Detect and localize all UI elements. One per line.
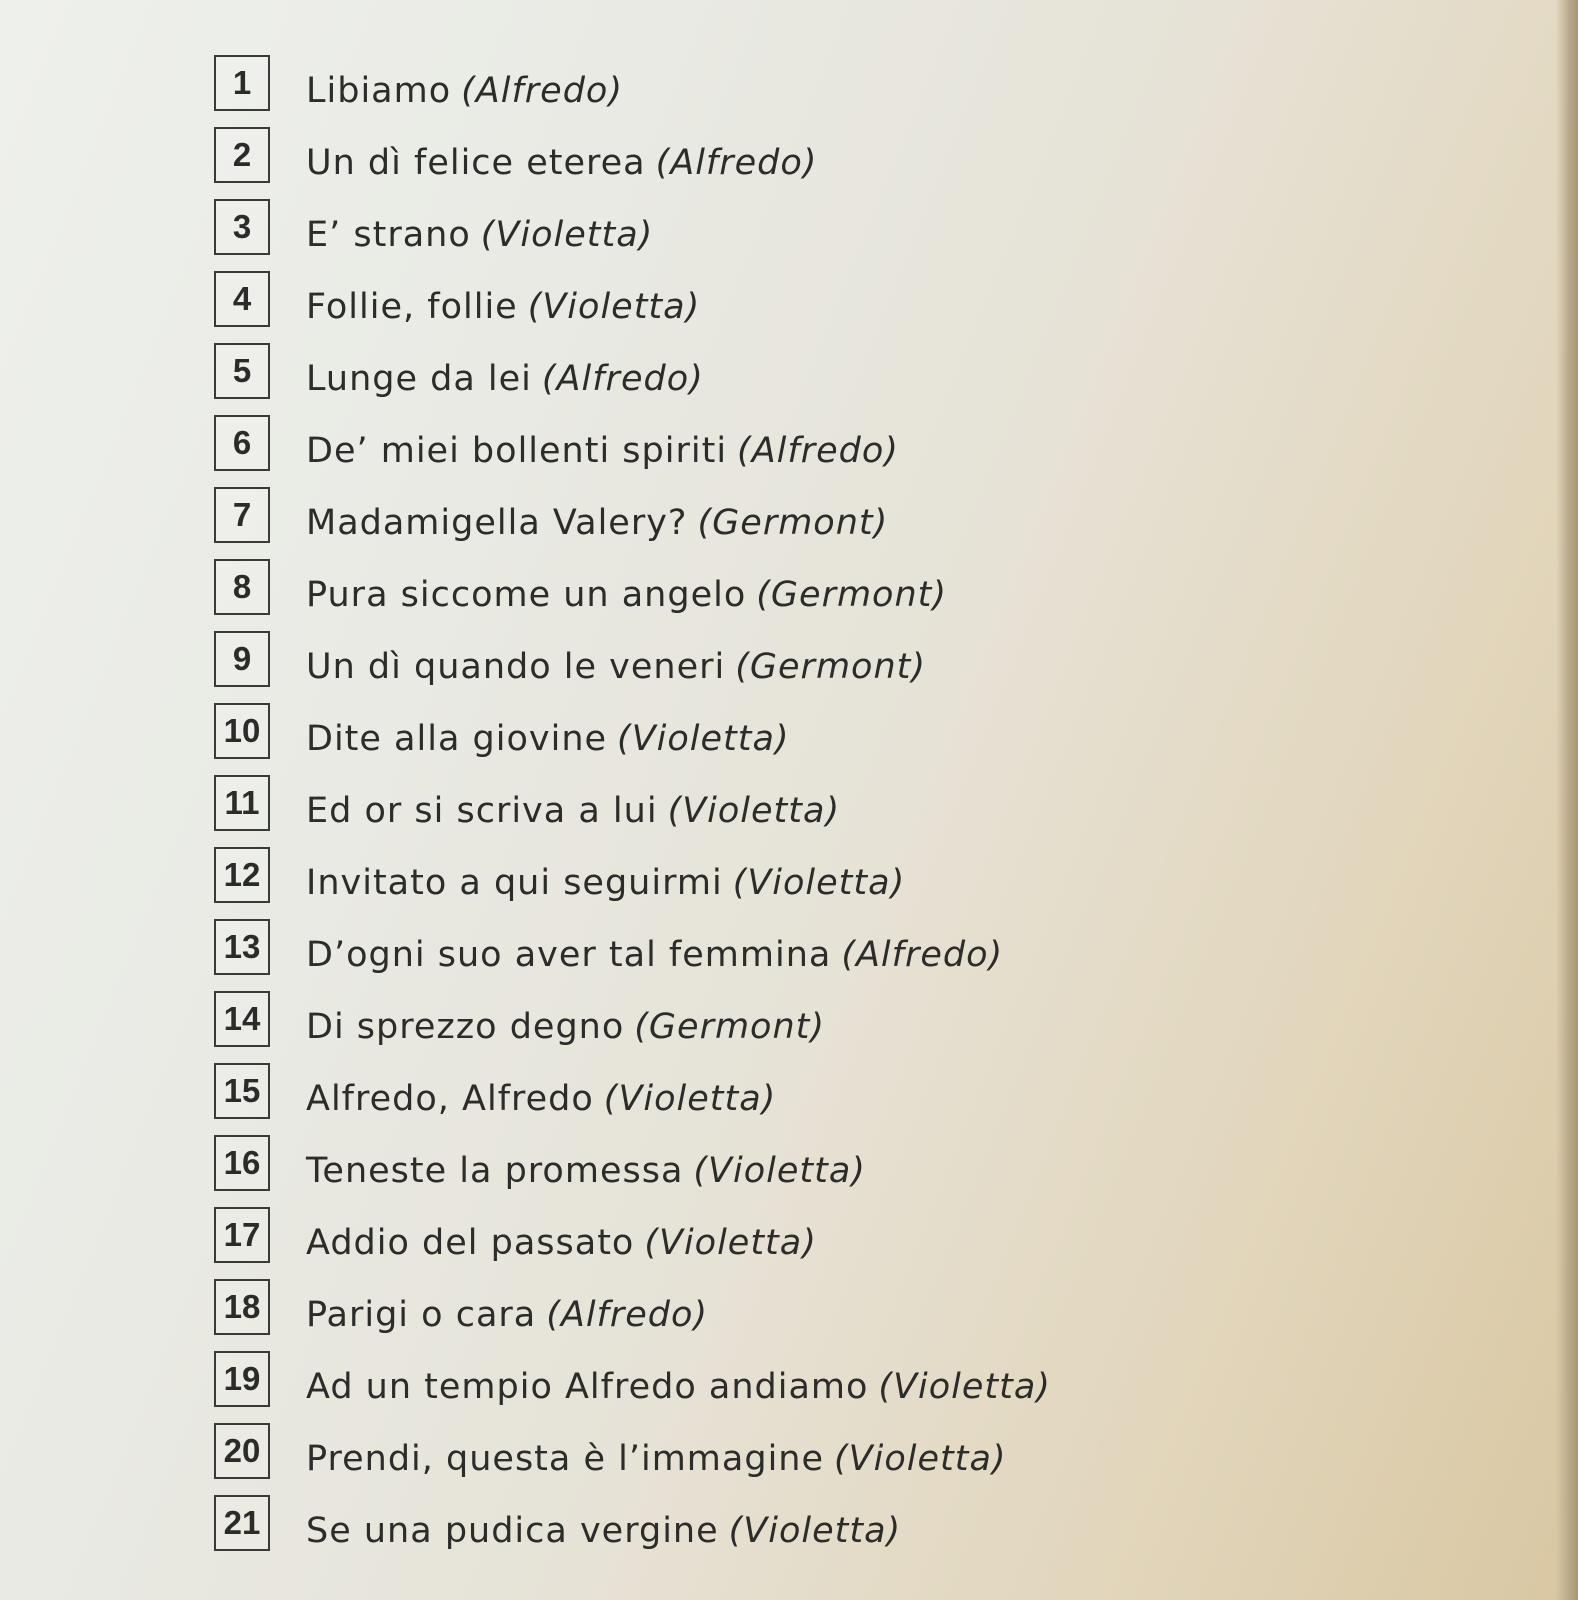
track-title: Un dì felice eterea <box>306 143 646 183</box>
track-singer: (Violetta) <box>644 1223 817 1263</box>
track-title: Invitato a qui seguirmi <box>306 863 723 903</box>
track-number-box: 11 <box>214 775 270 831</box>
track-title: Pura siccome un angelo <box>306 575 747 615</box>
track-text <box>306 863 905 903</box>
track-singer: (Germont) <box>697 503 889 543</box>
track-title: Follie, follie <box>306 287 518 327</box>
track-title: Teneste la promessa <box>306 1151 684 1191</box>
track-row <box>214 1423 1414 1495</box>
track-row <box>214 991 1414 1063</box>
track-title: Un dì quando le veneri <box>306 647 726 687</box>
track-row <box>214 127 1414 199</box>
track-title: Dite alla giovine <box>306 719 608 759</box>
track-singer: (Germont) <box>756 575 948 615</box>
track-number-box: 7 <box>214 487 270 543</box>
track-text <box>306 143 817 183</box>
track-text <box>306 791 840 831</box>
track-row <box>214 1495 1414 1567</box>
track-row <box>214 847 1414 919</box>
track-list <box>214 55 1414 1567</box>
track-text <box>306 647 926 687</box>
track-singer: (Violetta) <box>603 1079 777 1119</box>
track-text <box>306 719 790 759</box>
track-text <box>306 71 623 111</box>
track-row <box>214 55 1414 127</box>
track-number-box: 21 <box>214 1495 270 1551</box>
track-singer: (Alfredo) <box>841 935 1004 975</box>
track-singer: (Violetta) <box>527 287 701 327</box>
track-number-box: 10 <box>214 703 270 759</box>
track-title: Prendi, questa è l’immagine <box>306 1439 825 1479</box>
track-title: Alfredo, Alfredo <box>306 1079 594 1119</box>
track-number-box: 2 <box>214 127 270 183</box>
track-number-box: 15 <box>214 1063 270 1119</box>
track-title: Lunge da lei <box>306 359 532 399</box>
track-row <box>214 1207 1414 1279</box>
track-text <box>306 1007 825 1047</box>
track-row <box>214 415 1414 487</box>
track-row <box>214 559 1414 631</box>
track-text <box>306 503 888 543</box>
track-number-box: 18 <box>214 1279 270 1335</box>
track-title: Ad un tempio Alfredo andiamo <box>306 1367 869 1407</box>
track-text <box>306 1151 866 1191</box>
track-number-box: 12 <box>214 847 270 903</box>
track-text <box>306 1511 901 1551</box>
track-title: D’ogni suo aver tal femmina <box>306 935 832 975</box>
track-row <box>214 1279 1414 1351</box>
track-singer: (Violetta) <box>480 215 654 255</box>
track-title: E’ strano <box>306 215 471 255</box>
track-text <box>306 575 947 615</box>
track-singer: (Violetta) <box>693 1151 866 1191</box>
track-text <box>306 1439 1007 1479</box>
track-title: Parigi o cara <box>306 1295 537 1335</box>
track-singer: (Violetta) <box>728 1511 902 1551</box>
track-text <box>306 1223 817 1263</box>
track-number-box: 19 <box>214 1351 270 1407</box>
track-number-box: 8 <box>214 559 270 615</box>
track-singer: (Germont) <box>634 1007 826 1047</box>
track-text <box>306 1367 1051 1407</box>
track-row <box>214 919 1414 991</box>
track-title: Madamigella Valery? <box>306 503 688 543</box>
track-row <box>214 1351 1414 1423</box>
track-title: De’ miei bollenti spiriti <box>306 431 728 471</box>
track-row <box>214 703 1414 775</box>
track-number-box: 6 <box>214 415 270 471</box>
track-number-box: 13 <box>214 919 270 975</box>
track-text <box>306 431 899 471</box>
track-text <box>306 359 704 399</box>
track-number-box: 9 <box>214 631 270 687</box>
track-singer: (Violetta) <box>878 1367 1051 1407</box>
track-number-box: 5 <box>214 343 270 399</box>
track-number-box: 16 <box>214 1135 270 1191</box>
track-text <box>306 215 653 255</box>
track-number-box: 17 <box>214 1207 270 1263</box>
track-singer: (Alfredo) <box>655 143 818 183</box>
track-singer: (Alfredo) <box>737 431 899 471</box>
track-title: Ed or si scriva a lui <box>306 791 658 831</box>
track-row <box>214 343 1414 415</box>
track-number-box: 4 <box>214 271 270 327</box>
track-text <box>306 1079 776 1119</box>
track-row <box>214 271 1414 343</box>
track-singer: (Alfredo) <box>461 71 623 111</box>
track-text <box>306 935 1003 975</box>
track-row <box>214 631 1414 703</box>
track-singer: (Alfredo) <box>541 359 704 399</box>
track-singer: (Violetta) <box>732 863 906 903</box>
track-row <box>214 1135 1414 1207</box>
track-row <box>214 1063 1414 1135</box>
track-singer: (Alfredo) <box>546 1295 709 1335</box>
track-title: Addio del passato <box>306 1223 635 1263</box>
track-row <box>214 199 1414 271</box>
track-singer: (Germont) <box>735 647 927 687</box>
track-title: Libiamo <box>306 71 452 111</box>
track-title: Se una pudica vergine <box>306 1511 719 1551</box>
track-number-box: 3 <box>214 199 270 255</box>
track-row <box>214 487 1414 559</box>
track-row <box>214 775 1414 847</box>
track-title: Di sprezzo degno <box>306 1007 625 1047</box>
track-singer: (Violetta) <box>834 1439 1007 1479</box>
track-singer: (Violetta) <box>667 791 841 831</box>
track-text <box>306 1295 708 1335</box>
track-number-box: 14 <box>214 991 270 1047</box>
track-number-box: 20 <box>214 1423 270 1479</box>
track-number-box: 1 <box>214 55 270 111</box>
page-edge-shadow <box>1556 0 1578 1600</box>
track-singer: (Violetta) <box>617 719 790 759</box>
track-text <box>306 287 700 327</box>
